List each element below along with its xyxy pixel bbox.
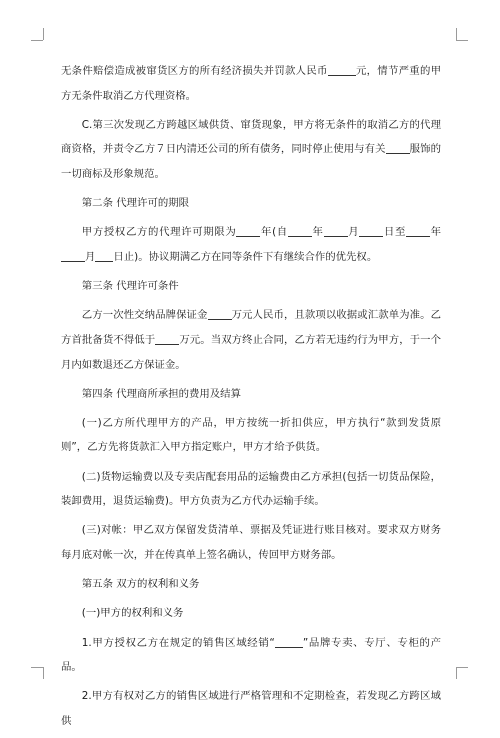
paragraph: 无条件赔偿造成被窜货区方的所有经济损失并罚款人民币 元，情节严重的甲方无条件取消乙方代理资格。	[61, 65, 442, 102]
fill-in-blank	[208, 307, 232, 320]
fill-in-blank	[406, 224, 430, 237]
subsection-heading: (一)甲方的权利和义务	[81, 607, 184, 620]
section-heading: 第四条 代理商所承担的费用及结算	[81, 387, 241, 400]
paragraph: (一)乙方所代理甲方的产品，甲方按统一折扣供应，甲方执行“款到发货原则”，乙方先将货款汇入甲方指定账户，甲方才给予供货。	[61, 416, 441, 454]
paragraph: C.第三次发现乙方跨越区域供货、窜货现象，甲方将无条件的取消乙方的代理商资格，并责令乙方７日内清还公司的所有债务，同时停止使用与有关 服饰的一切商标及形象规范。	[61, 118, 442, 180]
section-heading: 第二条 代理许可的期限	[81, 197, 190, 210]
fill-in-blank	[61, 249, 85, 262]
fill-in-blank	[275, 635, 303, 648]
fill-in-blank	[359, 224, 383, 237]
paragraph: 1.甲方授权乙方在规定的销售区域经销“ ”品牌专卖、专厅、专柜的产品。	[61, 636, 441, 674]
paragraph: (三)对帐：甲乙双方保留发货清单、票据及凭证进行账目核对。要求双方财务每月底对帐一次，并在传真单上签名确认，传回甲方财务部。	[61, 524, 441, 562]
paragraph: 甲方授权乙方的代理许可期限为 年(自 年 月 日至 年月 日止)。协议期满乙方在同等条件下有继续合作的优先权。	[61, 220, 441, 269]
paragraph: (二)货物运输费以及专卖店配套用品的运输费由乙方承担(包括一切货品保险，装卸费用，退货运输费)。甲方负责为乙方代办运输手续。	[61, 470, 441, 508]
document-body	[61, 59, 441, 738]
paragraph: 乙方一次性交纳品牌保证金 万元人民币，且款项以收据或汇款单为准。乙方首批备货不得低于 万元。当双方终止合同，乙方若无违约行为甲方，于一个月内如数退还乙方保证金。	[61, 309, 441, 371]
fill-in-blank	[386, 141, 410, 154]
fill-in-blank	[324, 224, 348, 237]
section-heading: 第三条 代理许可条件	[81, 280, 179, 293]
fill-in-blank	[236, 224, 260, 237]
fill-in-blank	[288, 224, 312, 237]
section-heading: 第五条 双方的权利和义务	[81, 578, 200, 591]
fill-in-blank	[155, 332, 179, 345]
fill-in-blank	[328, 63, 356, 76]
paragraph: 2.甲方有权对乙方的销售区域进行严格管理和不定期检查，若发现乙方跨区域供	[61, 690, 441, 727]
fill-in-blank	[95, 249, 113, 262]
